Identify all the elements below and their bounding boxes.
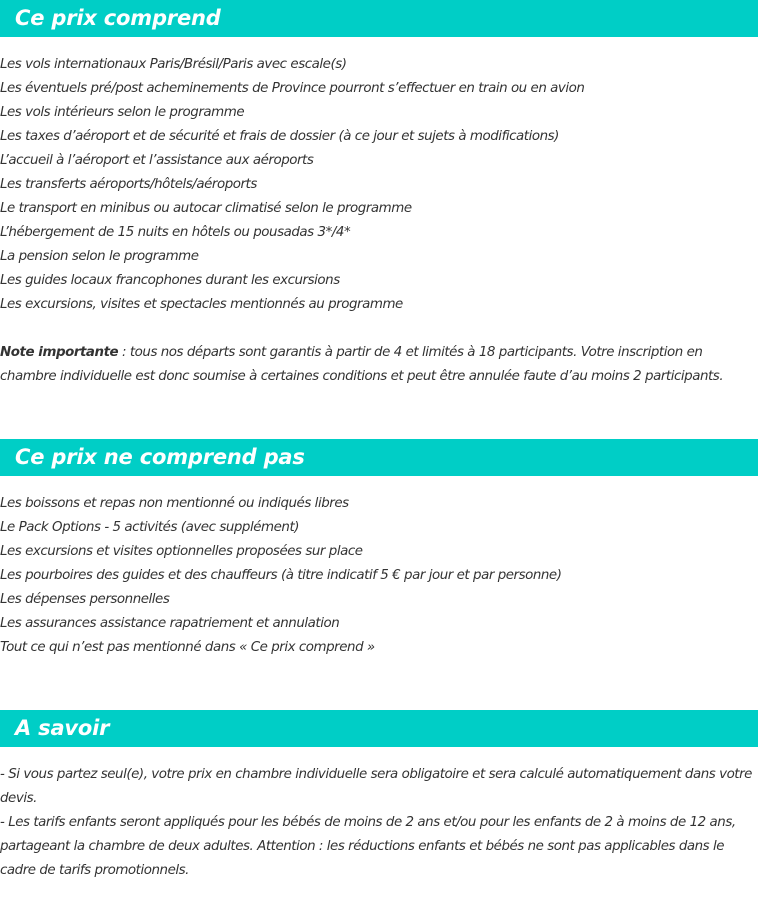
- good-to-know-paragraph: - Si vous partez seul(e), votre prix en chambre individuelle sera obligatoire et sera calculé automatiquement dans votre devis.: [0, 767, 752, 806]
- included-item: Les taxes d’aéroport et de sécurité et frais de dossier (à ce jour et sujets à modifications): [0, 129, 559, 144]
- section-included: [0, 0, 758, 389]
- excluded-item: Les excursions et visites optionnelles proposées sur place: [0, 544, 363, 559]
- section-title-good-to-know: A savoir: [15, 716, 110, 740]
- section-header-good-to-know: [0, 710, 758, 747]
- included-item: Les vols internationaux Paris/Brésil/Paris avec escale(s): [0, 57, 347, 72]
- excluded-item: Les assurances assistance rapatriement et annulation: [0, 616, 340, 631]
- included-item: L’hébergement de 15 nuits en hôtels ou pousadas 3*/4*: [0, 225, 351, 240]
- included-item: Les vols intérieurs selon le programme: [0, 105, 245, 120]
- excluded-item: Le Pack Options - 5 activités (avec supplément): [0, 520, 300, 535]
- excluded-item: Les pourboires des guides et des chauffeurs (à titre indicatif 5 € par jour et par personne): [0, 568, 562, 583]
- good-to-know-content: [0, 763, 758, 883]
- section-excluded: [0, 439, 758, 660]
- good-to-know-paragraph: - Les tarifs enfants seront appliqués pour les bébés de moins de 2 ans et/ou pour les enfants de 2 à moins de 12 ans, partageant la chambre de deux adultes. Attention : les réductions enfants et bébés ne sont pas applicables dans le cadre de tarifs promotionnels.: [0, 815, 736, 878]
- important-note-label: Note importante: [0, 345, 119, 360]
- included-item: Les guides locaux francophones durant les excursions: [0, 273, 340, 288]
- included-list: [0, 53, 758, 317]
- section-title-included: Ce prix comprend: [15, 6, 221, 30]
- section-title-excluded: Ce prix ne comprend pas: [15, 445, 305, 469]
- excluded-list: [0, 492, 758, 660]
- included-item: La pension selon le programme: [0, 249, 199, 264]
- section-good-to-know: [0, 710, 758, 883]
- included-item: Les excursions, visites et spectacles mentionnés au programme: [0, 297, 403, 312]
- excluded-item: Tout ce qui n’est pas mentionné dans « Ce prix comprend »: [0, 640, 375, 655]
- important-note: [0, 341, 758, 389]
- included-item: Les transferts aéroports/hôtels/aéroports: [0, 177, 257, 192]
- included-item: L’accueil à l’aéroport et l’assistance aux aéroports: [0, 153, 314, 168]
- excluded-item: Les boissons et repas non mentionné ou indiqués libres: [0, 496, 349, 511]
- excluded-item: Les dépenses personnelles: [0, 592, 170, 607]
- included-item: Le transport en minibus ou autocar climatisé selon le programme: [0, 201, 412, 216]
- section-header-excluded: [0, 439, 758, 476]
- included-item: Les éventuels pré/post acheminements de Province pourront s’effectuer en train ou en avion: [0, 81, 585, 96]
- section-header-included: [0, 0, 758, 37]
- important-note-text: : tous nos départs sont garantis à partir de 4 et limités à 18 participants. Votre inscription en chambre individuelle est donc soumise à certaines conditions et peut être annulée faute d’au moins 2 participants.: [0, 345, 724, 384]
